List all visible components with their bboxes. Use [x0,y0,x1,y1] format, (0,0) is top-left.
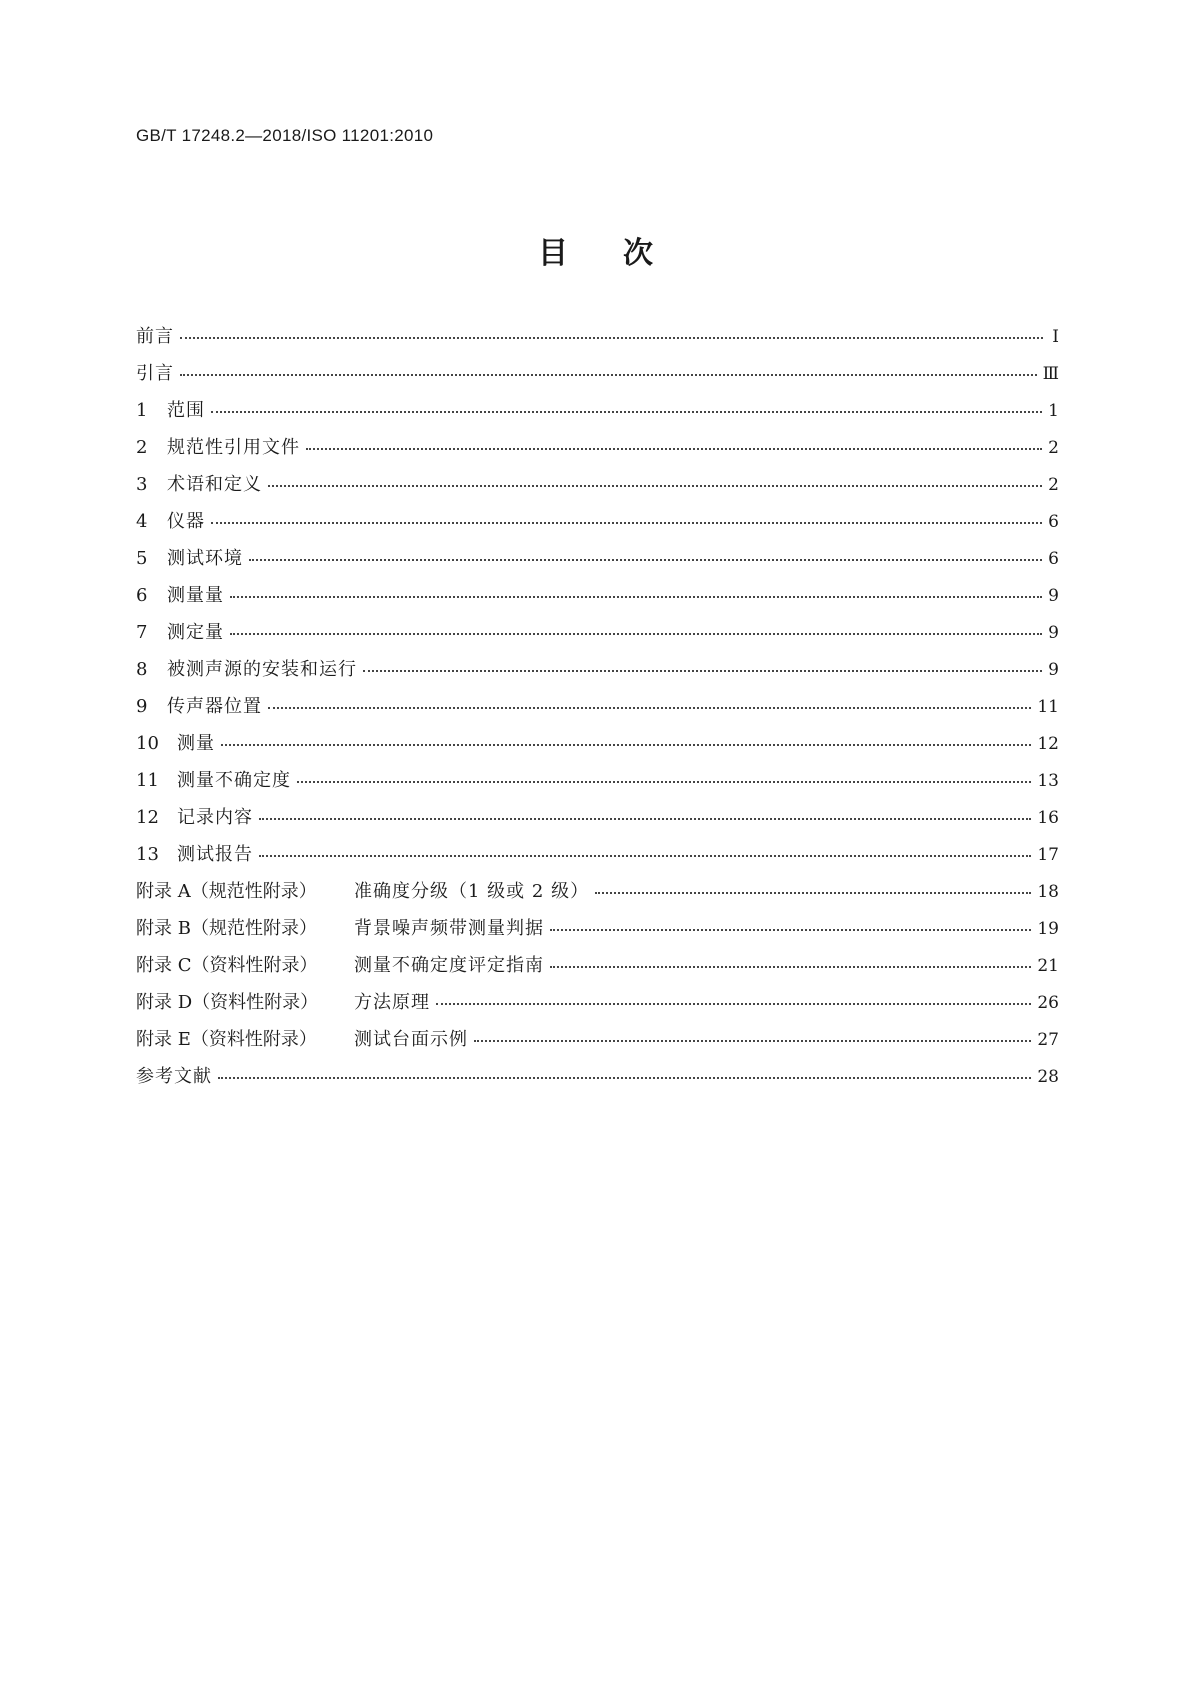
dot-leader [211,411,1042,413]
dot-leader [550,929,1031,931]
toc-page-number: 2 [1048,475,1059,495]
toc-entry-annex-c[interactable] [136,955,1059,992]
dot-leader [474,1040,1031,1042]
toc-entry-number: 4 [136,511,148,532]
toc-entry-number: 12 [136,807,159,828]
dot-leader [218,1077,1031,1079]
toc-page-number: Ⅰ [1052,327,1059,347]
toc-entry-title: 背景噪声频带测量判据 [354,918,544,939]
dot-leader [550,966,1031,968]
toc-entry-title: 记录内容 [177,807,253,828]
toc-entry-title: 规范性引用文件 [167,437,300,458]
toc-entry-title: 准确度分级（1 级或 2 级） [354,881,590,902]
toc-page-number: 13 [1037,771,1059,791]
toc-page-number: 9 [1048,623,1059,643]
toc-entry-number: 附录 E（资料性附录） [136,1029,317,1050]
toc-entry-title: 方法原理 [354,992,430,1013]
toc-entry-number: 附录 B（规范性附录） [136,918,317,939]
toc-entry-title: 前言 [136,326,174,347]
toc-entry-7[interactable] [136,622,1059,659]
toc-entry-title: 测量不确定度评定指南 [354,955,544,976]
dot-leader [180,374,1037,376]
toc-page-number: 21 [1037,956,1059,976]
toc-entry-4[interactable] [136,511,1059,548]
toc-page-number: 26 [1037,993,1059,1013]
toc-entry-number: 10 [136,733,159,754]
toc-page-number: 16 [1037,808,1059,828]
toc-entry-number: 3 [136,474,148,495]
toc-entry-number: 附录 A（规范性附录） [136,881,317,902]
toc-entry-10[interactable] [136,733,1059,770]
toc-entry-bibliography[interactable] [136,1066,1059,1103]
toc-entry-number: 8 [136,659,148,680]
dot-leader [268,707,1031,709]
dot-leader [259,818,1031,820]
toc-entry-title: 范围 [167,400,205,421]
dot-leader [211,522,1042,524]
dot-leader [436,1003,1031,1005]
dot-leader [221,744,1031,746]
dot-leader [306,448,1042,450]
toc-entry-1[interactable] [136,400,1059,437]
toc-entry-title: 测量量 [167,585,224,606]
toc-page-number: 9 [1048,660,1059,680]
dot-leader [180,337,1043,339]
toc-entry-title: 传声器位置 [167,696,262,717]
page-title: 目次 [538,236,708,271]
toc-entry-number: 6 [136,585,148,606]
toc-entry-title: 测定量 [167,622,224,643]
dot-leader [230,596,1042,598]
toc-entry-2[interactable] [136,437,1059,474]
toc-entry-title: 测试台面示例 [354,1029,468,1050]
toc-entry-introduction[interactable] [136,363,1059,400]
toc-page-number: 27 [1037,1030,1059,1050]
toc-entry-number: 2 [136,437,148,458]
dot-leader [363,670,1042,672]
toc-entry-title: 测量 [177,733,215,754]
toc-entry-annex-a[interactable] [136,881,1059,918]
toc-page-number: 28 [1037,1067,1059,1087]
toc-entry-title: 参考文献 [136,1066,212,1087]
toc-entry-12[interactable] [136,807,1059,844]
toc-page-number: 2 [1048,438,1059,458]
toc-entry-number: 5 [136,548,148,569]
toc-page-number: 6 [1048,549,1059,569]
toc-entry-number: 11 [136,770,159,791]
toc-entry-annex-b[interactable] [136,918,1059,955]
toc-entry-title: 测量不确定度 [177,770,291,791]
toc-entry-annex-d[interactable] [136,992,1059,1029]
toc-entry-5[interactable] [136,548,1059,585]
toc-page-number: 9 [1048,586,1059,606]
toc-entry-8[interactable] [136,659,1059,696]
dot-leader [230,633,1042,635]
toc-entry-preface[interactable] [136,326,1059,363]
toc-page-number: 18 [1037,882,1059,902]
toc-page-number: 12 [1037,734,1059,754]
dot-leader [268,485,1042,487]
toc-entry-number: 9 [136,696,148,717]
toc-entry-title: 测试环境 [167,548,243,569]
toc-entry-title: 被测声源的安装和运行 [167,659,357,680]
table-of-contents [136,326,1059,1103]
toc-entry-3[interactable] [136,474,1059,511]
toc-entry-title: 仪器 [167,511,205,532]
toc-page-number: 1 [1048,401,1059,421]
dot-leader [259,855,1031,857]
toc-entry-number: 13 [136,844,159,865]
dot-leader [249,559,1042,561]
toc-entry-title: 术语和定义 [167,474,262,495]
toc-entry-title: 测试报告 [177,844,253,865]
toc-entry-annex-e[interactable] [136,1029,1059,1066]
toc-entry-number: 附录 C（资料性附录） [136,955,318,976]
toc-page-number: 19 [1037,919,1059,939]
toc-entry-number: 7 [136,622,148,643]
toc-entry-11[interactable] [136,770,1059,807]
toc-entry-9[interactable] [136,696,1059,733]
toc-entry-6[interactable] [136,585,1059,622]
toc-entry-title: 引言 [136,363,174,384]
dot-leader [297,781,1031,783]
toc-entry-13[interactable] [136,844,1059,881]
toc-page-number: 17 [1037,845,1059,865]
toc-page-number: 11 [1037,697,1059,717]
toc-entry-number: 1 [136,400,148,421]
dot-leader [595,892,1031,894]
standard-number: GB/T 17248.2—2018/ISO 11201:2010 [136,126,434,145]
toc-page-number: 6 [1048,512,1059,532]
toc-page-number: Ⅲ [1042,364,1059,384]
toc-entry-number: 附录 D（资料性附录） [136,992,319,1013]
